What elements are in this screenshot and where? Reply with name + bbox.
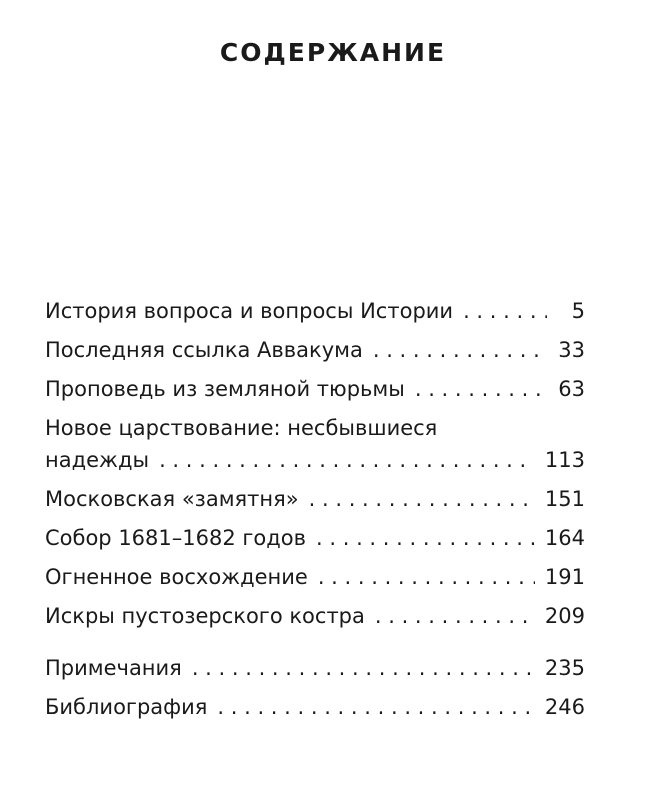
dot-leader xyxy=(373,334,547,366)
toc-entry-title: Библиография xyxy=(45,695,208,719)
toc-entry-title: надежды xyxy=(45,448,150,472)
toc-entry[interactable] xyxy=(45,691,585,723)
page-title: СОДЕРЖАНИЕ xyxy=(219,38,447,67)
toc-entry[interactable] xyxy=(45,412,585,476)
toc-row xyxy=(45,295,585,327)
toc-entry-title: История вопроса и вопросы Истории xyxy=(45,299,454,323)
toc-entry[interactable] xyxy=(45,522,585,554)
toc-page-number: 63 xyxy=(558,377,585,401)
table-of-contents xyxy=(45,295,585,730)
dot-leader xyxy=(192,652,535,684)
dot-leader xyxy=(375,600,535,632)
toc-page-number: 151 xyxy=(544,487,585,511)
dot-leader xyxy=(318,561,535,593)
toc-row xyxy=(45,522,585,554)
toc-page-number: 5 xyxy=(571,299,585,323)
dot-leader xyxy=(309,483,535,515)
toc-entry[interactable] xyxy=(45,652,585,684)
toc-page-number: 209 xyxy=(544,604,585,628)
toc-entry[interactable] xyxy=(45,373,585,405)
toc-row xyxy=(45,444,585,476)
toc-row xyxy=(45,334,585,366)
toc-entry-title: Примечания xyxy=(45,656,182,680)
toc-page-number: 113 xyxy=(544,448,585,472)
toc-page-number: 33 xyxy=(558,338,585,362)
toc-entry[interactable] xyxy=(45,295,585,327)
dot-leader xyxy=(217,691,535,723)
toc-entry-title: Проповедь из земляной тюрьмы xyxy=(45,377,405,401)
toc-row xyxy=(45,373,585,405)
toc-entry[interactable] xyxy=(45,483,585,515)
toc-entry-title: Огненное восхождение xyxy=(45,565,308,589)
toc-entry-title-line1: Новое царствование: несбывшиеся xyxy=(45,416,438,440)
toc-row xyxy=(45,652,585,684)
toc-entry-title: Последняя ссылка Аввакума xyxy=(45,338,363,362)
toc-entry-title: Собор 1681–1682 годов xyxy=(45,526,307,550)
toc-row xyxy=(45,600,585,632)
dot-leader xyxy=(463,295,547,327)
toc-page-number: 164 xyxy=(544,526,585,550)
toc-entry[interactable] xyxy=(45,334,585,366)
toc-row xyxy=(45,691,585,723)
toc-entry[interactable] xyxy=(45,561,585,593)
toc-page-number: 191 xyxy=(544,565,585,589)
toc-row xyxy=(45,483,585,515)
dot-leader xyxy=(159,444,535,476)
toc-row xyxy=(45,561,585,593)
toc-page-number: 235 xyxy=(544,656,585,680)
dot-leader xyxy=(316,522,535,554)
toc-page-number: 246 xyxy=(544,695,585,719)
toc-entry[interactable] xyxy=(45,600,585,632)
dot-leader xyxy=(415,373,547,405)
toc-entry-title: Московская «замятня» xyxy=(45,487,299,511)
toc-entry-title: Искры пустозерского костра xyxy=(45,604,365,628)
